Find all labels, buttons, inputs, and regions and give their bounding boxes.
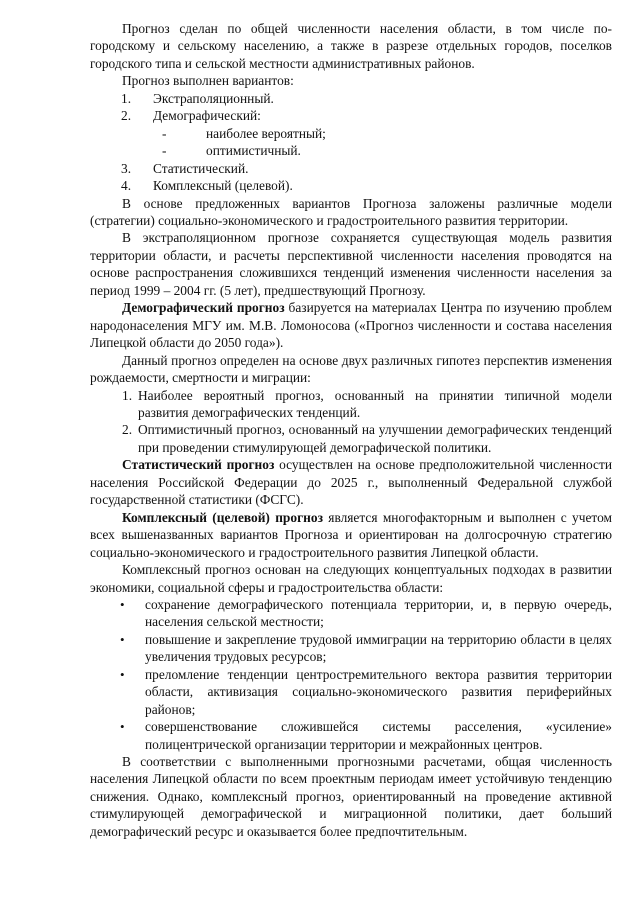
bullet-item	[90, 666, 612, 718]
sub-list-item	[90, 142, 612, 159]
paragraph-statistical	[90, 456, 612, 508]
bullet-text: сохранение демографического потенциала территории, и, в первую очередь, населения сельской местности;	[145, 596, 612, 630]
list-number: 2.	[121, 108, 132, 124]
paragraph-basis: В основе предложенных вариантов Прогноза заложены различные модели (стратегии) социально-экономического и градостроительного развития территории.	[90, 195, 612, 228]
list-item-variant	[90, 90, 612, 107]
sub-list-item-label: оптимистичный.	[206, 143, 301, 159]
list-item-variant	[90, 107, 612, 124]
bullet-item	[90, 596, 612, 631]
list-item-label: Статистический.	[153, 160, 249, 176]
list-number: 2.	[122, 422, 133, 438]
term-statistical-forecast: Статистический прогноз	[122, 457, 275, 473]
bullet-icon: •	[120, 631, 125, 647]
paragraph-demographic-text: базируется на материалах Центра по изучению проблем народонаселения МГУ им. М.В. Ломоносова («Прогноз численности и состава населения Липецкой области до 2050 года»).	[90, 300, 612, 351]
bullet-text: повышение и закрепление трудовой иммиграции на территорию области в целях увеличения трудовых ресурсов;	[145, 631, 612, 665]
paragraph-complex	[90, 509, 612, 561]
term-demographic-forecast: Демографический прогноз	[122, 300, 285, 316]
list-number: 1.	[121, 90, 132, 106]
bullet-icon: •	[120, 596, 125, 612]
dash-marker: -	[162, 143, 167, 159]
paragraph-forecast-scope: Прогноз сделан по общей численности населения области, в том числе по-городскому и сельскому населению, а также в разрезе отдельных городов, поселков городского типа и сельской местности административных районов.	[90, 21, 612, 71]
list-number: 3.	[121, 160, 132, 176]
paragraph-complex-text: является многофакторным и выполнен с учетом всех вышеназванных вариантов Прогноза и ориентирован на долгосрочную стратегию социально-экономического и градостроительного развития Липецкой области.	[90, 509, 612, 560]
bullet-item	[90, 718, 612, 753]
document-page	[90, 20, 612, 840]
paragraph-conclusion: В соответствии с выполненными прогнозными расчетами, общая численность населения Липецкой области по всем проектным периодам имеет устойчивую тенденцию снижения. Однако, комплексный прогноз, ориентированный на проведение активной стимулирующей демографической и миграционной политики, дает больший демографический ресурс и оказывается более предпочтительным.	[90, 754, 612, 839]
bullet-icon: •	[120, 719, 125, 735]
list-item-label: Экстраполяционный.	[153, 90, 274, 106]
list-item-hypothesis	[90, 421, 612, 456]
dash-marker: -	[162, 125, 167, 141]
list-item-label: Демографический:	[153, 108, 261, 124]
paragraph-variants-intro: Прогноз выполнен вариантов:	[122, 73, 294, 89]
bullet-item	[90, 631, 612, 666]
sub-list-item	[90, 125, 612, 142]
list-item-hypothesis	[90, 387, 612, 422]
list-number: 1.	[122, 387, 133, 403]
list-item-label: Комплексный (целевой).	[153, 178, 293, 194]
paragraph-extrapolation: В экстраполяционном прогнозе сохраняется существующая модель развития территории области, и расчеты перспективной численности населения проводятся на основе распространения сложившихся тенденций изменения численности населения за период 1999 – 2004 гг. (5 лет), предшествующий Прогнозу.	[90, 230, 612, 298]
list-item-variant	[90, 177, 612, 194]
list-item-text: Оптимистичный прогноз, основанный на улучшении демографических тенденций при проведении стимулирующей демографической политики.	[138, 422, 612, 455]
list-item-text: Наиболее вероятный прогноз, основанный на принятии типичной модели развития демографических тенденций.	[138, 387, 612, 420]
bullet-text: совершенствование сложившейся системы расселения, «усиление» полицентрической организации территории и межрайонных центров.	[145, 719, 612, 752]
paragraph-approaches-intro: Комплексный прогноз основан на следующих концептуальных подходах в развитии экономики, социальной сферы и градостроительства области:	[90, 562, 612, 595]
term-complex-forecast: Комплексный (целевой) прогноз	[122, 509, 323, 525]
paragraph-statistical-text: осуществлен на основе предположительной численности населения Российской Федерации до 2025 г., выполненный Федеральной службой государственной статистики (ФСГС).	[90, 457, 612, 508]
bullet-icon: •	[120, 666, 125, 682]
sub-list-item-label: наиболее вероятный;	[206, 125, 326, 141]
list-item-variant	[90, 160, 612, 177]
list-number: 4.	[121, 178, 132, 194]
bullet-text: преломление тенденции центростремительного вектора развития территории области, активизация социально-экономического развития периферийных районов;	[145, 666, 612, 717]
paragraph-hypotheses-intro: Данный прогноз определен на основе двух различных гипотез перспектив изменения рождаемости, смертности и миграции:	[90, 352, 612, 386]
paragraph-demographic	[90, 299, 612, 351]
